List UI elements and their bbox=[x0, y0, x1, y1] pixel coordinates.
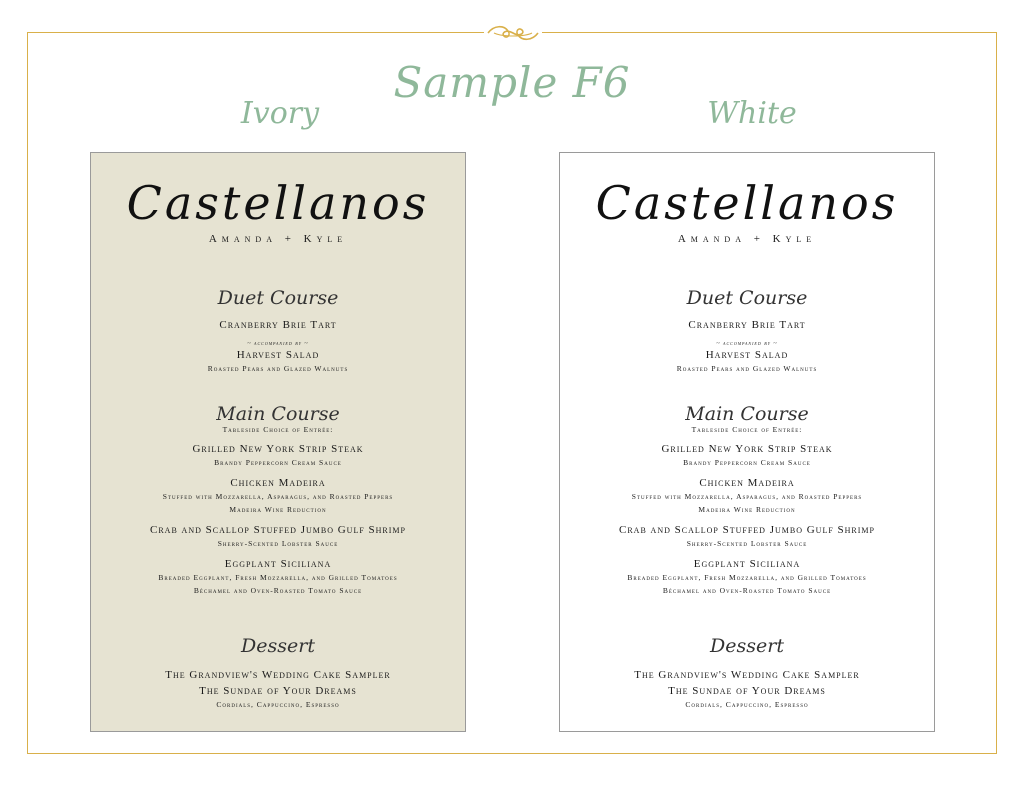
couple-last-name: Castellanos bbox=[126, 176, 430, 230]
main-dish-name: Eggplant Siciliana bbox=[693, 558, 801, 570]
duet-item-2: Harvest Salad bbox=[705, 349, 789, 361]
main-dish-desc: Madeira Wine Reduction bbox=[229, 505, 327, 514]
couple-first-names: Amanda + Kyle bbox=[677, 233, 817, 245]
main-dish-desc: Sherry-Scented Lobster Sauce bbox=[686, 539, 808, 548]
duet-course-heading: Duet Course bbox=[217, 287, 339, 309]
main-dish-desc: Sherry-Scented Lobster Sauce bbox=[217, 539, 339, 548]
main-dish-name: Grilled New York Strip Steak bbox=[192, 443, 364, 455]
variant-label-white: White bbox=[707, 96, 797, 131]
dessert-item-1: The Grandview's Wedding Cake Sampler bbox=[634, 669, 860, 681]
accompanied-by: ~ accompanied by ~ bbox=[716, 341, 778, 347]
duet-item-1: Cranberry Brie Tart bbox=[219, 319, 337, 331]
duet-item-2-desc: Roasted Pears and Glazed Walnuts bbox=[207, 364, 349, 373]
flourish-ornament-icon bbox=[484, 22, 542, 44]
dessert-heading: Dessert bbox=[710, 635, 784, 657]
main-dish-desc: Breaded Eggplant, Fresh Mozzarella, and Grilled Tomatoes bbox=[158, 573, 398, 582]
dessert-item-1: The Grandview's Wedding Cake Sampler bbox=[165, 669, 391, 681]
main-dish-name: Grilled New York Strip Steak bbox=[661, 443, 833, 455]
dessert-item-2-desc: Cordials, Cappuccino, Espresso bbox=[216, 700, 340, 709]
main-dish-desc: Madeira Wine Reduction bbox=[698, 505, 796, 514]
main-dish-name: Crab and Scallop Stuffed Jumbo Gulf Shrimp bbox=[619, 524, 875, 536]
main-dish-desc: Stuffed with Mozzarella, Asparagus, and Roasted Peppers bbox=[162, 492, 394, 501]
main-dish-desc: Breaded Eggplant, Fresh Mozzarella, and Grilled Tomatoes bbox=[627, 573, 867, 582]
sample-title: Sample F6 bbox=[393, 58, 631, 107]
main-course-heading: Main Course bbox=[685, 403, 809, 425]
menu-card-ivory bbox=[90, 152, 466, 732]
main-dish-name: Chicken Madeira bbox=[699, 477, 795, 489]
couple-first-names: Amanda + Kyle bbox=[208, 233, 348, 245]
accompanied-by: ~ accompanied by ~ bbox=[247, 341, 309, 347]
main-course-note: Tableside Choice of Entrée: bbox=[691, 425, 803, 434]
main-course-heading: Main Course bbox=[216, 403, 340, 425]
dessert-item-2-desc: Cordials, Cappuccino, Espresso bbox=[685, 700, 809, 709]
duet-item-2: Harvest Salad bbox=[236, 349, 320, 361]
main-dish-name: Eggplant Siciliana bbox=[224, 558, 332, 570]
dessert-item-2: The Sundae of Your Dreams bbox=[668, 685, 826, 697]
variant-label-ivory: Ivory bbox=[240, 96, 320, 131]
main-dish-desc: Béchamel and Oven-Roasted Tomato Sauce bbox=[193, 586, 363, 595]
main-dish-desc: Béchamel and Oven-Roasted Tomato Sauce bbox=[662, 586, 832, 595]
main-dish-name: Chicken Madeira bbox=[230, 477, 326, 489]
main-dish-desc: Stuffed with Mozzarella, Asparagus, and Roasted Peppers bbox=[631, 492, 863, 501]
dessert-heading: Dessert bbox=[241, 635, 315, 657]
main-dish-desc: Brandy Peppercorn Cream Sauce bbox=[214, 458, 342, 467]
main-dish-desc: Brandy Peppercorn Cream Sauce bbox=[683, 458, 811, 467]
couple-last-name: Castellanos bbox=[595, 176, 899, 230]
main-course-note: Tableside Choice of Entrée: bbox=[222, 425, 334, 434]
duet-course-heading: Duet Course bbox=[686, 287, 808, 309]
dessert-item-2: The Sundae of Your Dreams bbox=[199, 685, 357, 697]
duet-item-2-desc: Roasted Pears and Glazed Walnuts bbox=[676, 364, 818, 373]
menu-card-white bbox=[559, 152, 935, 732]
duet-item-1: Cranberry Brie Tart bbox=[688, 319, 806, 331]
main-dish-name: Crab and Scallop Stuffed Jumbo Gulf Shrimp bbox=[150, 524, 406, 536]
